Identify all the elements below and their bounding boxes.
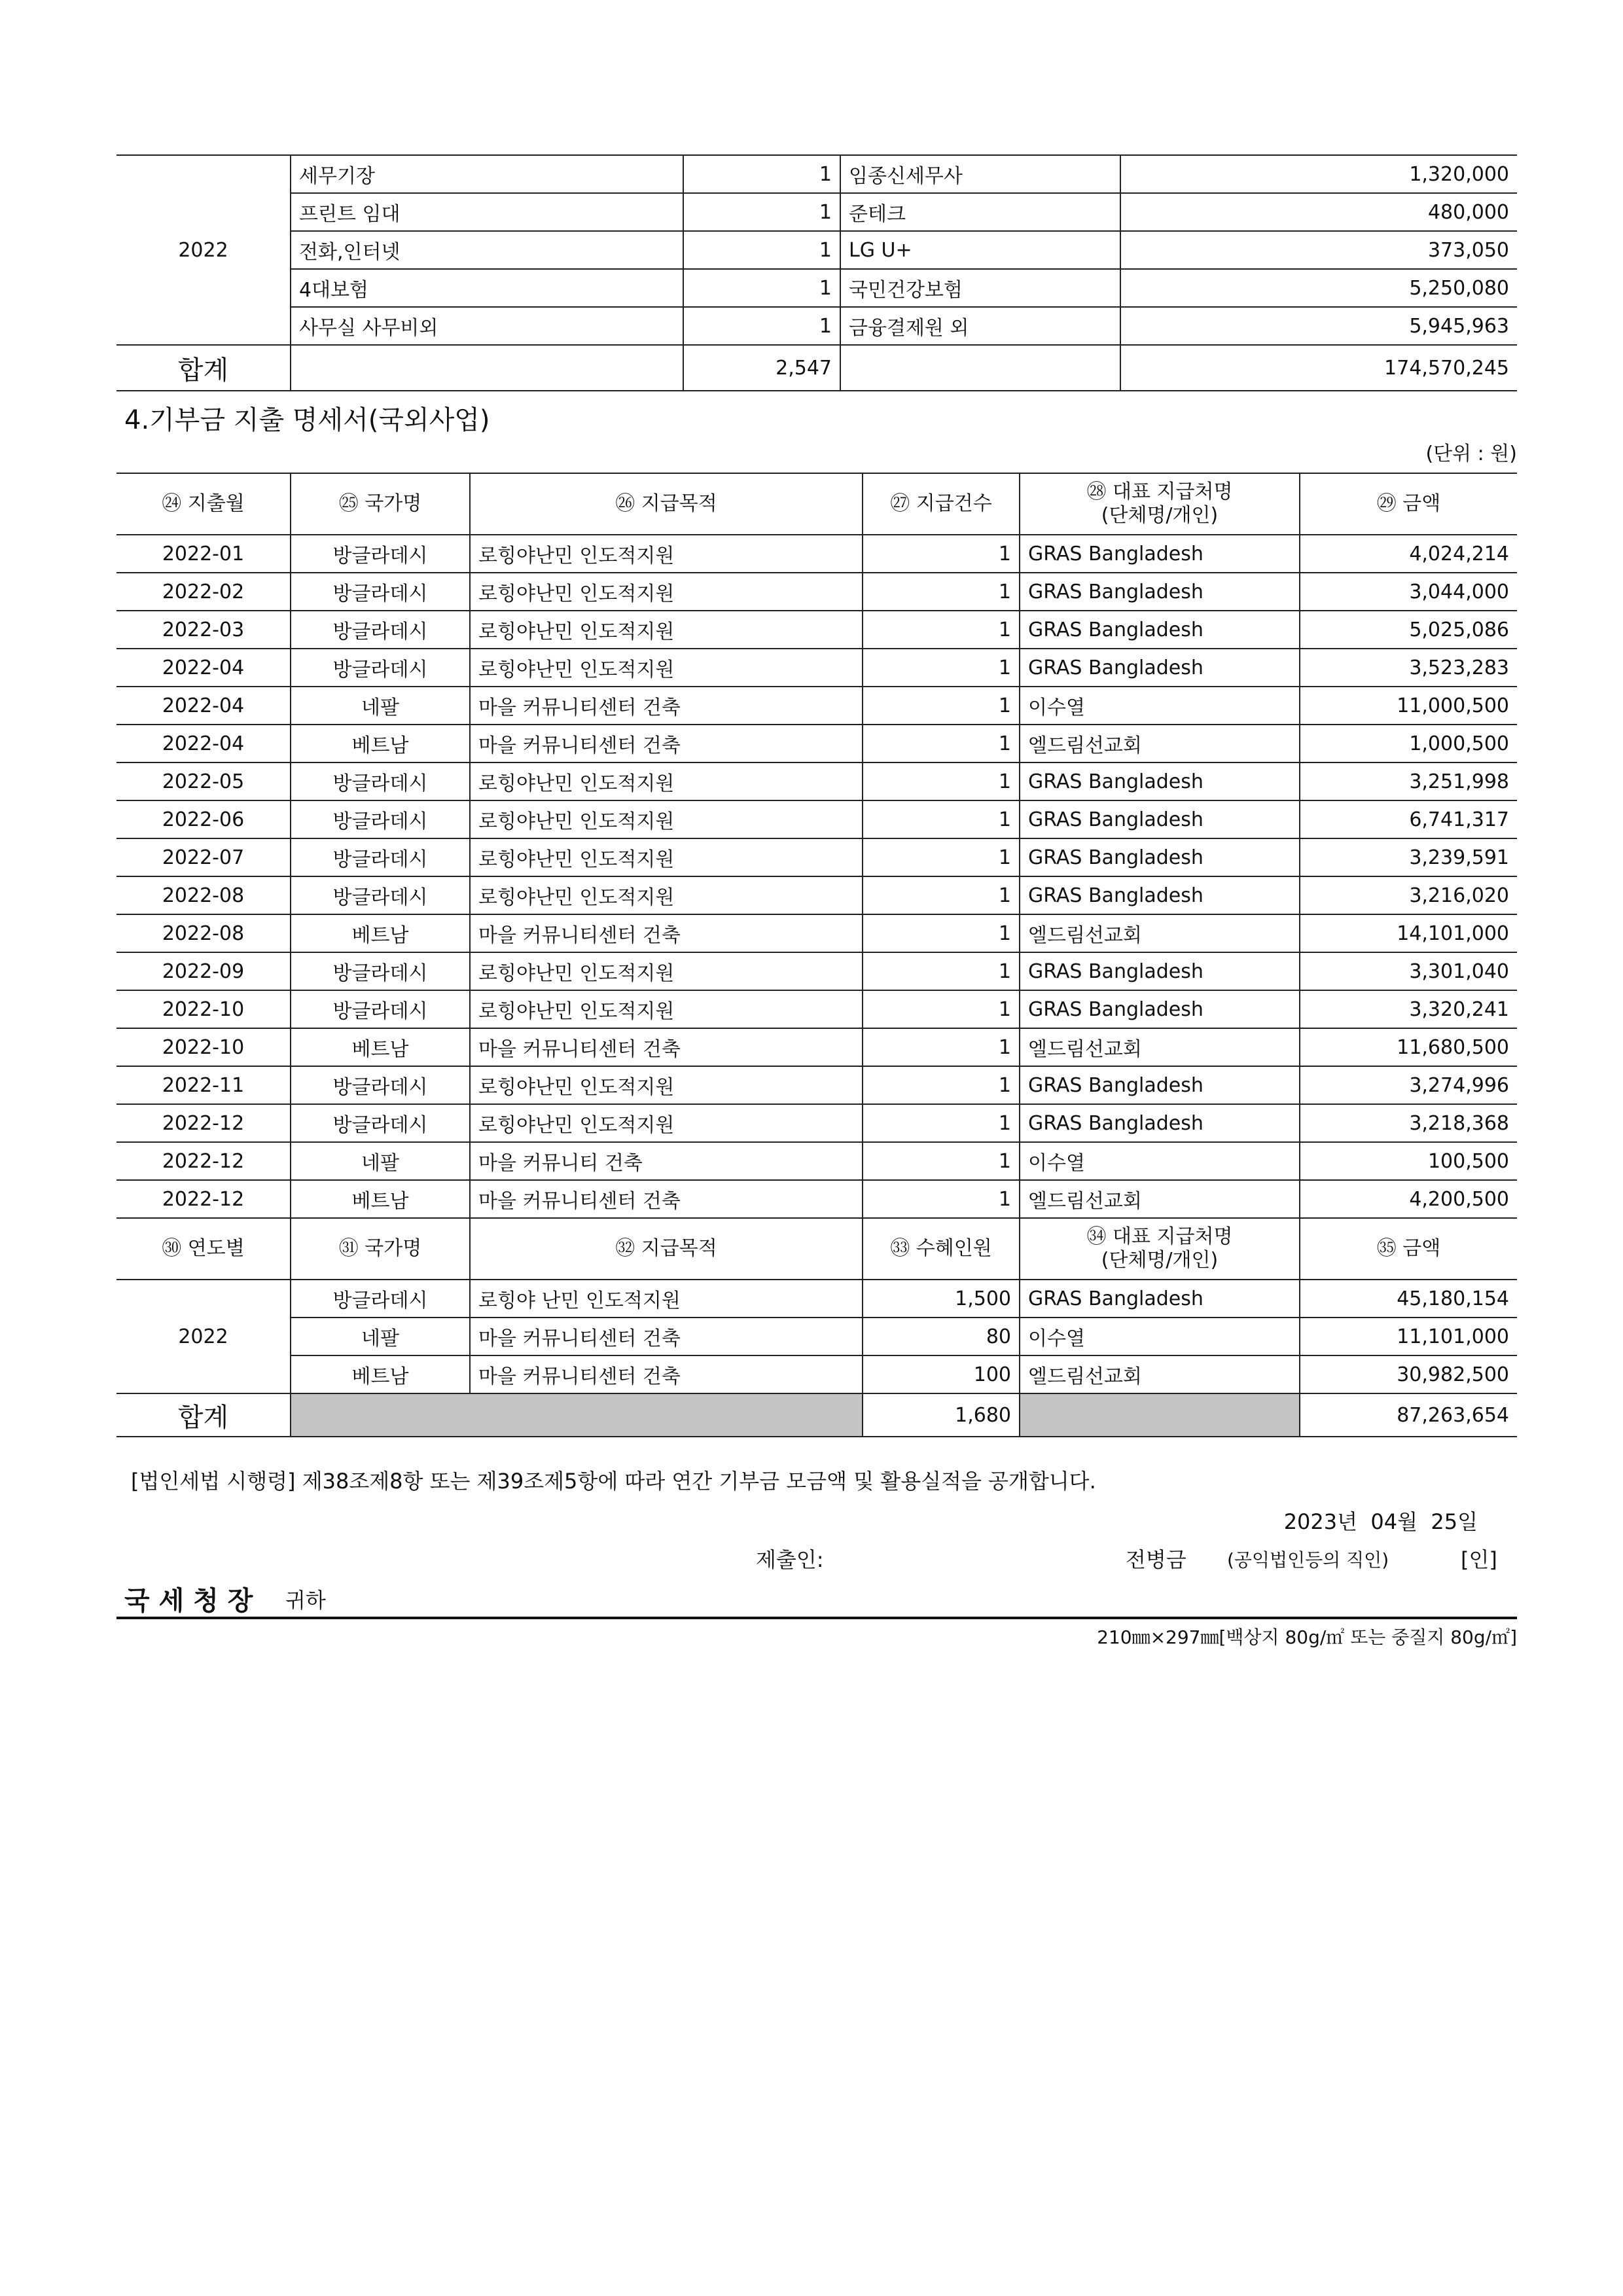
month-cell: 2022-05 xyxy=(116,762,291,800)
header-month: ㉔ 지출월 xyxy=(116,473,291,535)
country-cell: 방글라데시 xyxy=(291,1066,470,1104)
month-cell: 2022-04 xyxy=(116,649,291,687)
purpose-cell: 로힝야난민 인도적지원 xyxy=(470,573,863,611)
amount-cell: 4,200,500 xyxy=(1300,1180,1517,1218)
country-cell: 방글라데시 xyxy=(291,800,470,838)
total-amount: 87,263,654 xyxy=(1300,1393,1517,1437)
amount-cell: 11,101,000 xyxy=(1300,1318,1517,1355)
count-cell: 1 xyxy=(683,307,840,345)
payee-cell: 이수열 xyxy=(1020,1318,1300,1355)
header-payee-line1: ㉘ 대표 지급처명 xyxy=(1086,480,1233,503)
beneficiaries-cell: 1,500 xyxy=(863,1280,1020,1318)
country-cell: 네팔 xyxy=(291,1142,470,1180)
month-cell: 2022-03 xyxy=(116,611,291,649)
payee-cell: GRAS Bangladesh xyxy=(1020,1280,1300,1318)
table-row xyxy=(116,838,1517,876)
payee-cell: GRAS Bangladesh xyxy=(1020,952,1300,990)
table-row xyxy=(116,990,1517,1028)
country-cell: 베트남 xyxy=(291,914,470,952)
count-cell: 1 xyxy=(863,611,1020,649)
payee-cell: 엘드림선교회 xyxy=(1020,914,1300,952)
total-label: 합계 xyxy=(116,345,291,391)
amount-cell: 11,680,500 xyxy=(1300,1028,1517,1066)
count-cell: 1 xyxy=(863,952,1020,990)
payee-cell: 이수열 xyxy=(1020,687,1300,725)
month-cell: 2022-01 xyxy=(116,535,291,573)
beneficiaries-cell: 80 xyxy=(863,1318,1020,1355)
purpose-cell: 마을 커뮤니티센터 건축 xyxy=(470,687,863,725)
amount-cell: 3,320,241 xyxy=(1300,990,1517,1028)
payee-cell: GRAS Bangladesh xyxy=(1020,573,1300,611)
legal-note: [법인세법 시행령] 제38조제8항 또는 제39조제5항에 따라 연간 기부금 모금액 및 활용실적을 공개합니다. xyxy=(131,1469,1096,1494)
table-row xyxy=(116,876,1517,914)
payee-cell: 엘드림선교회 xyxy=(1020,1028,1300,1066)
amount-cell: 5,025,086 xyxy=(1300,611,1517,649)
payee-cell: LG U+ xyxy=(840,231,1120,269)
country-cell: 방글라데시 xyxy=(291,1104,470,1142)
table-header-row xyxy=(116,473,1517,535)
payee-cell: 엘드림선교회 xyxy=(1020,1355,1300,1393)
country-cell: 베트남 xyxy=(291,1180,470,1218)
header-year: ㉚ 연도별 xyxy=(116,1218,291,1280)
amount-cell: 3,218,368 xyxy=(1300,1104,1517,1142)
count-cell: 1 xyxy=(863,1028,1020,1066)
count-cell: 1 xyxy=(863,687,1020,725)
month-cell: 2022-12 xyxy=(116,1180,291,1218)
count-cell: 1 xyxy=(863,762,1020,800)
table-row xyxy=(116,535,1517,573)
year-cell: 2022 xyxy=(116,1280,291,1393)
payee-cell: GRAS Bangladesh xyxy=(1020,838,1300,876)
header-country: ㉛ 국가명 xyxy=(291,1218,470,1280)
table-row xyxy=(116,1355,1517,1393)
purpose-cell: 마을 커뮤니티센터 건축 xyxy=(470,725,863,762)
amount-cell: 480,000 xyxy=(1120,193,1517,231)
submitter-name: 전병금 xyxy=(1126,1547,1186,1572)
table-row xyxy=(116,1028,1517,1066)
amount-cell: 3,251,998 xyxy=(1300,762,1517,800)
total-count: 2,547 xyxy=(683,345,840,391)
total-row xyxy=(116,1393,1517,1437)
month-cell: 2022-12 xyxy=(116,1142,291,1180)
table-row xyxy=(116,307,1517,345)
payee-cell: 엘드림선교회 xyxy=(1020,1180,1300,1218)
payee-cell: GRAS Bangladesh xyxy=(1020,535,1300,573)
payee-cell: GRAS Bangladesh xyxy=(1020,649,1300,687)
count-cell: 1 xyxy=(863,1180,1020,1218)
month-cell: 2022-02 xyxy=(116,573,291,611)
table-row xyxy=(116,1066,1517,1104)
table-row xyxy=(116,800,1517,838)
purpose-cell: 마을 커뮤니티센터 건축 xyxy=(470,1180,863,1218)
amount-cell: 30,982,500 xyxy=(1300,1355,1517,1393)
month-cell: 2022-07 xyxy=(116,838,291,876)
header-amount: ㉟ 금액 xyxy=(1300,1218,1517,1280)
count-cell: 1 xyxy=(863,838,1020,876)
amount-cell: 6,741,317 xyxy=(1300,800,1517,838)
payee-cell: GRAS Bangladesh xyxy=(1020,1066,1300,1104)
paper-spec: 210㎜×297㎜[백상지 80g/㎡ 또는 중질지 80g/㎡] xyxy=(1097,1626,1517,1648)
table-row xyxy=(116,1318,1517,1355)
purpose-cell: 마을 커뮤니티센터 건축 xyxy=(470,1318,863,1355)
beneficiaries-cell: 100 xyxy=(863,1355,1020,1393)
table-row xyxy=(116,1142,1517,1180)
purpose-cell: 로힝야난민 인도적지원 xyxy=(470,1104,863,1142)
shaded-cell xyxy=(1020,1393,1300,1437)
purpose-cell: 4대보험 xyxy=(291,269,683,307)
unit-note: (단위 : 원) xyxy=(1425,442,1517,465)
count-cell: 1 xyxy=(863,914,1020,952)
amount-cell: 45,180,154 xyxy=(1300,1280,1517,1318)
payee-cell: GRAS Bangladesh xyxy=(1020,762,1300,800)
amount-cell: 1,000,500 xyxy=(1300,725,1517,762)
count-cell: 1 xyxy=(863,535,1020,573)
purpose-cell: 로힝야난민 인도적지원 xyxy=(470,876,863,914)
table-row xyxy=(116,269,1517,307)
country-cell: 방글라데시 xyxy=(291,649,470,687)
amount-cell: 3,301,040 xyxy=(1300,952,1517,990)
amount-cell: 5,250,080 xyxy=(1120,269,1517,307)
month-cell: 2022-12 xyxy=(116,1104,291,1142)
amount-cell: 4,024,214 xyxy=(1300,535,1517,573)
total-amount: 174,570,245 xyxy=(1120,345,1517,391)
purpose-cell: 사무실 사무비외 xyxy=(291,307,683,345)
amount-cell: 373,050 xyxy=(1120,231,1517,269)
amount-cell: 5,945,963 xyxy=(1120,307,1517,345)
count-cell: 1 xyxy=(863,725,1020,762)
month-cell: 2022-04 xyxy=(116,687,291,725)
country-cell: 방글라데시 xyxy=(291,535,470,573)
amount-cell: 100,500 xyxy=(1300,1142,1517,1180)
purpose-cell: 마을 커뮤니티센터 건축 xyxy=(470,1028,863,1066)
header-payee-line2: (단체명/개인) xyxy=(1101,504,1219,527)
payee-cell: 국민건강보험 xyxy=(840,269,1120,307)
month-cell: 2022-04 xyxy=(116,725,291,762)
table-row xyxy=(116,725,1517,762)
empty-cell xyxy=(291,345,683,391)
purpose-cell: 전화,인터넷 xyxy=(291,231,683,269)
count-cell: 1 xyxy=(863,800,1020,838)
purpose-cell: 마을 커뮤니티센터 건축 xyxy=(470,914,863,952)
table-row xyxy=(116,649,1517,687)
payee-cell: 금융결제원 외 xyxy=(840,307,1120,345)
table-row xyxy=(116,762,1517,800)
month-cell: 2022-09 xyxy=(116,952,291,990)
total-row xyxy=(116,345,1517,391)
purpose-cell: 로힝야난민 인도적지원 xyxy=(470,611,863,649)
header-payee xyxy=(1020,1218,1300,1280)
country-cell: 방글라데시 xyxy=(291,838,470,876)
table-row xyxy=(116,1180,1517,1218)
country-cell: 방글라데시 xyxy=(291,876,470,914)
header-country: ㉕ 국가명 xyxy=(291,473,470,535)
purpose-cell: 로힝야난민 인도적지원 xyxy=(470,1066,863,1104)
country-cell: 베트남 xyxy=(291,725,470,762)
header-count: ㉗ 지급건수 xyxy=(863,473,1020,535)
amount-cell: 3,274,996 xyxy=(1300,1066,1517,1104)
purpose-cell: 로힝야 난민 인도적지원 xyxy=(470,1280,863,1318)
count-cell: 1 xyxy=(863,876,1020,914)
header-amount: ㉙ 금액 xyxy=(1300,473,1517,535)
table-row xyxy=(116,687,1517,725)
country-cell: 네팔 xyxy=(291,687,470,725)
country-cell: 방글라데시 xyxy=(291,573,470,611)
count-cell: 1 xyxy=(683,193,840,231)
country-cell: 방글라데시 xyxy=(291,762,470,800)
month-cell: 2022-11 xyxy=(116,1066,291,1104)
bottom-rule xyxy=(116,1617,1517,1619)
total-beneficiaries: 1,680 xyxy=(863,1393,1020,1437)
payee-cell: 임종신세무사 xyxy=(840,155,1120,193)
count-cell: 1 xyxy=(863,990,1020,1028)
total-label: 합계 xyxy=(116,1393,291,1437)
payee-cell: 준테크 xyxy=(840,193,1120,231)
section-title: 4.기부금 지출 명세서(국외사업) xyxy=(124,405,490,435)
count-cell: 1 xyxy=(863,1142,1020,1180)
month-cell: 2022-08 xyxy=(116,876,291,914)
month-cell: 2022-10 xyxy=(116,990,291,1028)
purpose-cell: 마을 커뮤니티 건축 xyxy=(470,1142,863,1180)
header-payee-line1: ㉞ 대표 지급처명 xyxy=(1086,1225,1233,1248)
amount-cell: 3,044,000 xyxy=(1300,573,1517,611)
monthly-expense-table xyxy=(116,473,1517,1437)
submitter-label: 제출인: xyxy=(756,1547,824,1572)
table-row xyxy=(116,231,1517,269)
header-payee xyxy=(1020,473,1300,535)
amount-cell: 11,000,500 xyxy=(1300,687,1517,725)
purpose-cell: 마을 커뮤니티센터 건축 xyxy=(470,1355,863,1393)
amount-cell: 3,239,591 xyxy=(1300,838,1517,876)
purpose-cell: 로힝야난민 인도적지원 xyxy=(470,800,863,838)
header-payee-line2: (단체명/개인) xyxy=(1101,1249,1219,1272)
submitter-role: (공익법인등의 직인) xyxy=(1227,1549,1389,1571)
amount-cell: 14,101,000 xyxy=(1300,914,1517,952)
month-cell: 2022-10 xyxy=(116,1028,291,1066)
purpose-cell: 로힝야난민 인도적지원 xyxy=(470,990,863,1028)
country-cell: 베트남 xyxy=(291,1028,470,1066)
count-cell: 1 xyxy=(863,649,1020,687)
purpose-cell: 프린트 임대 xyxy=(291,193,683,231)
purpose-cell: 로힝야난민 인도적지원 xyxy=(470,762,863,800)
seal-mark: [인] xyxy=(1461,1547,1497,1572)
addressee: 국 세 청 장 xyxy=(124,1586,253,1616)
count-cell: 1 xyxy=(683,155,840,193)
country-cell: 방글라데시 xyxy=(291,1280,470,1318)
country-cell: 베트남 xyxy=(291,1355,470,1393)
payee-cell: 엘드림선교회 xyxy=(1020,725,1300,762)
payee-cell: GRAS Bangladesh xyxy=(1020,800,1300,838)
year-cell: 2022 xyxy=(116,155,291,345)
table-header-row xyxy=(116,1218,1517,1280)
amount-cell: 1,320,000 xyxy=(1120,155,1517,193)
purpose-cell: 로힝야난민 인도적지원 xyxy=(470,838,863,876)
top-expense-table xyxy=(116,154,1517,391)
count-cell: 1 xyxy=(683,269,840,307)
table-row xyxy=(116,1280,1517,1318)
amount-cell: 3,523,283 xyxy=(1300,649,1517,687)
amount-cell: 3,216,020 xyxy=(1300,876,1517,914)
empty-cell xyxy=(840,345,1120,391)
payee-cell: GRAS Bangladesh xyxy=(1020,1104,1300,1142)
table-row xyxy=(116,193,1517,231)
payee-cell: GRAS Bangladesh xyxy=(1020,611,1300,649)
month-cell: 2022-06 xyxy=(116,800,291,838)
payee-cell: GRAS Bangladesh xyxy=(1020,990,1300,1028)
purpose-cell: 로힝야난민 인도적지원 xyxy=(470,952,863,990)
header-beneficiaries: ㉝ 수혜인원 xyxy=(863,1218,1020,1280)
table-row xyxy=(116,155,1517,193)
shaded-cell xyxy=(291,1393,863,1437)
count-cell: 1 xyxy=(863,1104,1020,1142)
purpose-cell: 로힝야난민 인도적지원 xyxy=(470,535,863,573)
table-row xyxy=(116,573,1517,611)
addressee-suffix: 귀하 xyxy=(285,1588,326,1613)
country-cell: 방글라데시 xyxy=(291,952,470,990)
table-row xyxy=(116,611,1517,649)
count-cell: 1 xyxy=(863,573,1020,611)
count-cell: 1 xyxy=(863,1066,1020,1104)
country-cell: 방글라데시 xyxy=(291,611,470,649)
country-cell: 네팔 xyxy=(291,1318,470,1355)
payee-cell: 이수열 xyxy=(1020,1142,1300,1180)
table-row xyxy=(116,1104,1517,1142)
payee-cell: GRAS Bangladesh xyxy=(1020,876,1300,914)
purpose-cell: 세무기장 xyxy=(291,155,683,193)
table-row xyxy=(116,952,1517,990)
month-cell: 2022-08 xyxy=(116,914,291,952)
header-purpose: ㉖ 지급목적 xyxy=(470,473,863,535)
table-row xyxy=(116,914,1517,952)
country-cell: 방글라데시 xyxy=(291,990,470,1028)
header-purpose: ㉜ 지급목적 xyxy=(470,1218,863,1280)
submission-date: 2023년 04월 25일 xyxy=(1283,1509,1478,1534)
count-cell: 1 xyxy=(683,231,840,269)
purpose-cell: 로힝야난민 인도적지원 xyxy=(470,649,863,687)
